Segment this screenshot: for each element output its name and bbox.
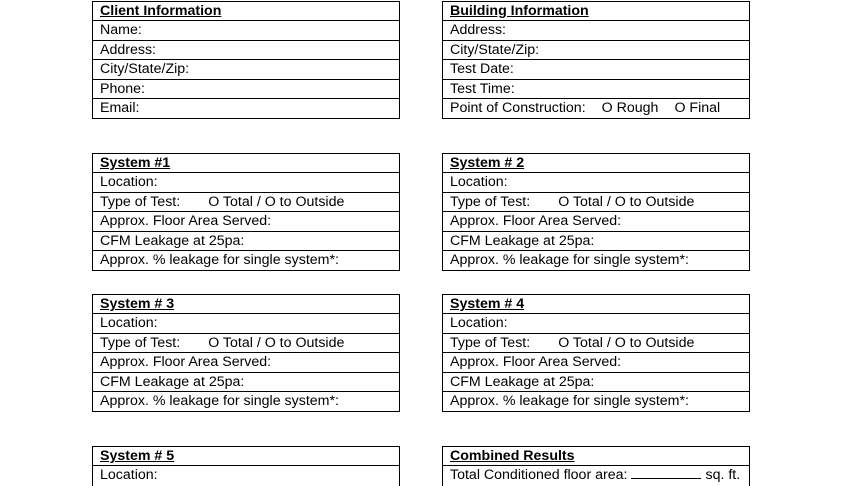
- cfm-leakage-field[interactable]: CFM Leakage at 25pa:: [93, 373, 399, 392]
- rough-option[interactable]: O Rough: [601, 99, 659, 116]
- location-field[interactable]: Location:: [100, 467, 158, 484]
- system-heading: System # 3: [93, 295, 399, 314]
- total-area-label: Total Conditioned floor area:: [450, 467, 628, 484]
- client-email-field[interactable]: Email:: [100, 99, 140, 116]
- client-info-heading: Client Information: [93, 2, 399, 21]
- type-of-test-row: [93, 193, 399, 212]
- system-heading: System # 2: [443, 154, 749, 173]
- total-area-input[interactable]: [631, 466, 701, 479]
- sq-ft-unit: sq. ft.: [705, 467, 741, 484]
- test-type-options[interactable]: O Total / O to Outside: [558, 334, 695, 351]
- location-field[interactable]: Location:: [93, 314, 399, 333]
- system-heading: System # 4: [443, 295, 749, 314]
- system-2-box: [442, 153, 750, 271]
- floor-area-field[interactable]: Approx. Floor Area Served:: [93, 353, 399, 372]
- floor-area-field[interactable]: Approx. Floor Area Served:: [443, 353, 749, 372]
- type-of-test-row: [93, 334, 399, 353]
- floor-area-field[interactable]: Approx. Floor Area Served:: [93, 212, 399, 231]
- type-of-test-label: Type of Test:: [100, 334, 181, 351]
- leakage-percent-field[interactable]: Approx. % leakage for single system*:: [450, 251, 689, 268]
- client-city-field[interactable]: City/State/Zip:: [93, 60, 399, 79]
- location-field[interactable]: Location:: [443, 314, 749, 333]
- location-field[interactable]: Location:: [443, 173, 749, 192]
- building-address-field[interactable]: Address:: [443, 21, 749, 40]
- system-4-box: [442, 294, 750, 412]
- test-type-options[interactable]: O Total / O to Outside: [208, 193, 345, 210]
- final-option[interactable]: O Final: [674, 99, 721, 116]
- floor-area-field[interactable]: Approx. Floor Area Served:: [443, 212, 749, 231]
- type-of-test-row: [443, 334, 749, 353]
- test-date-field[interactable]: Test Date:: [443, 60, 749, 79]
- test-type-options[interactable]: O Total / O to Outside: [558, 193, 695, 210]
- building-info-heading: Building Information: [443, 2, 749, 21]
- type-of-test-label: Type of Test:: [450, 334, 531, 351]
- system-5-box: [92, 446, 400, 486]
- test-time-field[interactable]: Test Time:: [443, 80, 749, 99]
- client-info-box: [92, 1, 400, 119]
- leakage-percent-field[interactable]: Approx. % leakage for single system*:: [100, 251, 339, 268]
- building-info-box: [442, 1, 750, 119]
- client-phone-field[interactable]: Phone:: [93, 80, 399, 99]
- type-of-test-label: Type of Test:: [100, 193, 181, 210]
- system-heading: System # 5: [93, 447, 399, 466]
- cfm-leakage-field[interactable]: CFM Leakage at 25pa:: [93, 232, 399, 251]
- poc-label: Point of Construction:: [450, 99, 586, 116]
- system-1-box: [92, 153, 400, 271]
- cfm-leakage-field[interactable]: CFM Leakage at 25pa:: [443, 373, 749, 392]
- building-city-field[interactable]: City/State/Zip:: [443, 41, 749, 60]
- point-of-construction-row: [443, 99, 749, 118]
- location-field[interactable]: Location:: [93, 173, 399, 192]
- client-address-field[interactable]: Address:: [93, 41, 399, 60]
- client-name-field[interactable]: Name:: [93, 21, 399, 40]
- test-type-options[interactable]: O Total / O to Outside: [208, 334, 345, 351]
- combined-results-heading: Combined Results: [443, 447, 749, 466]
- cfm-leakage-field[interactable]: CFM Leakage at 25pa:: [443, 232, 749, 251]
- combined-results-box: [442, 446, 750, 486]
- type-of-test-row: [443, 193, 749, 212]
- leakage-percent-field[interactable]: Approx. % leakage for single system*:: [450, 392, 689, 409]
- system-3-box: [92, 294, 400, 412]
- type-of-test-label: Type of Test:: [450, 193, 531, 210]
- leakage-percent-field[interactable]: Approx. % leakage for single system*:: [100, 392, 339, 409]
- system-heading: System #1: [93, 154, 399, 173]
